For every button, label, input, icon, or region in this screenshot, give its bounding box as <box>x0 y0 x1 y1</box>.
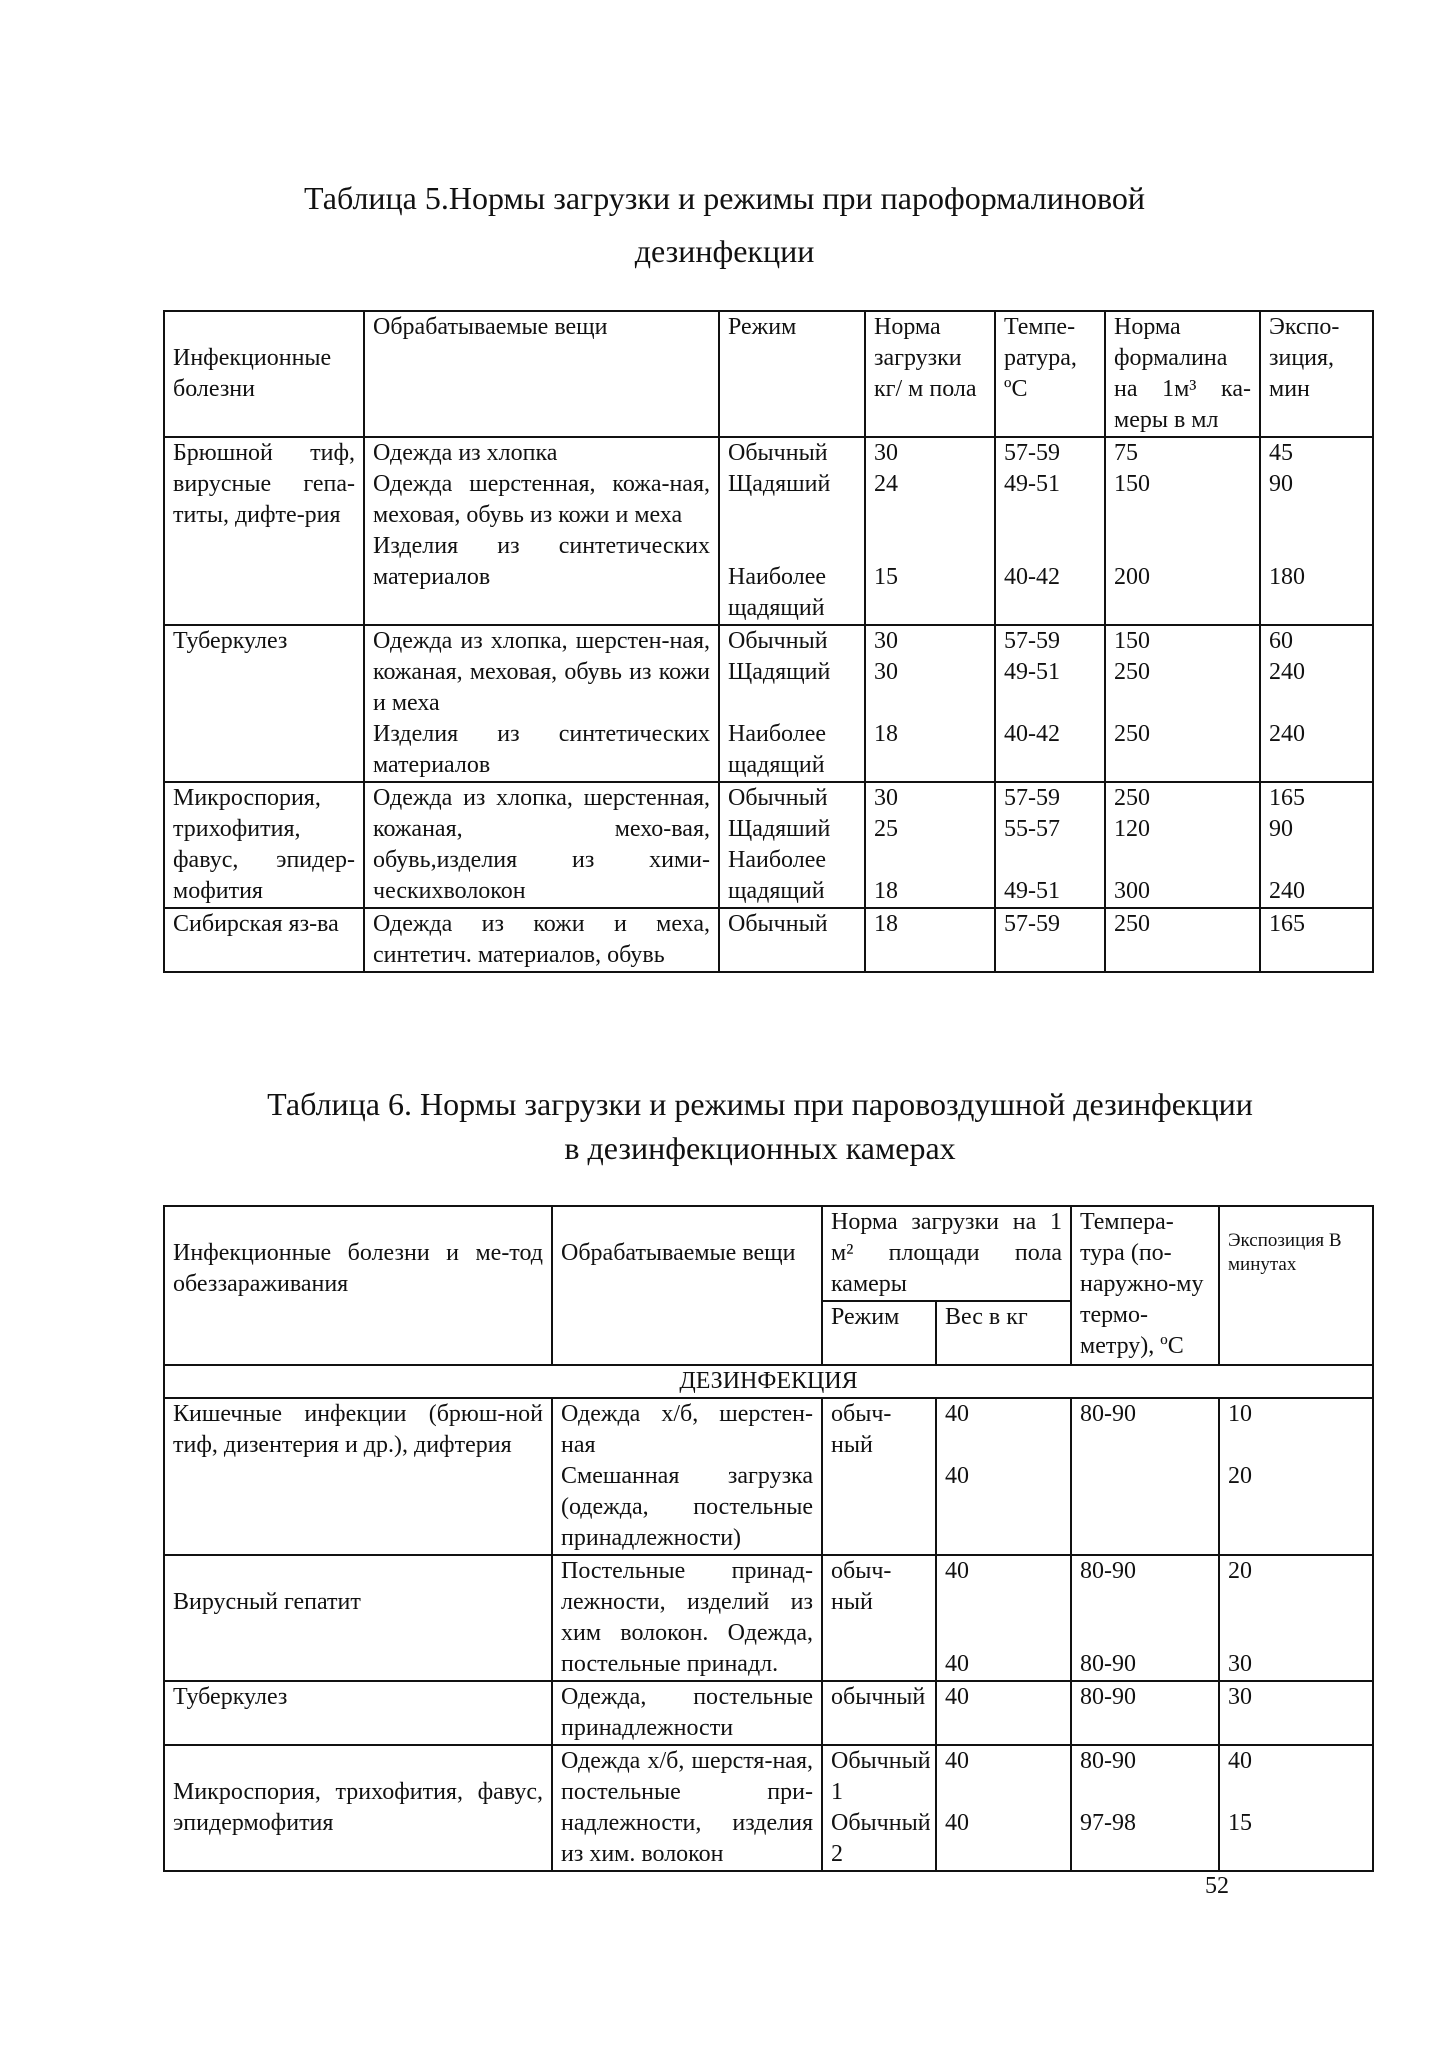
header-items: Обрабатываемые вещи <box>364 311 719 437</box>
header-exposure: Экспозиция В минутах <box>1219 1206 1373 1365</box>
disease-cell: Туберкулез <box>164 625 364 782</box>
exposure-cell: 10 20 <box>1219 1398 1373 1555</box>
temp-cell: 57-59 <box>995 908 1105 972</box>
temp-cell: 80-90 <box>1071 1681 1219 1745</box>
temp-cell: 57-59 55-57 49-51 <box>995 782 1105 908</box>
table-row <box>164 625 1373 782</box>
header-temp: Темпе-ратура, ºC <box>995 311 1105 437</box>
table5 <box>163 310 1374 973</box>
items-cell: Одежда, постельные принадлежности <box>552 1681 822 1745</box>
table5-title <box>0 172 1449 278</box>
items-cell: Одежда х/б, шерстя-ная, постельные при-надлежности, изделия из хим. волокон <box>552 1745 822 1871</box>
disease-cell: Сибирская яз-ва <box>164 908 364 972</box>
items-cell: Одежда из хлопка, шерстен-ная, кожаная, меховая, обувь из кожи и меха Изделия из синтетических материалов <box>364 625 719 782</box>
header-load-group: Норма загрузки на 1 м² площади пола камеры <box>822 1206 1071 1301</box>
temp-cell: 80-90 80-90 <box>1071 1555 1219 1681</box>
table6-title-line2: в дезинфекционных камерах <box>564 1130 956 1166</box>
table-row <box>164 782 1373 908</box>
temp-cell: 57-59 49-51 40-42 <box>995 437 1105 625</box>
table6 <box>163 1205 1374 1872</box>
items-cell: Постельные принад-лежности, изделий из хим волокон. Одежда, постельные принадл. <box>552 1555 822 1681</box>
disease-cell: Брюшной тиф, вирусные гепа-титы, дифте-рия <box>164 437 364 625</box>
load-cell: 30 25 18 <box>865 782 995 908</box>
items-cell: Одежда из кожи и меха, синтетич. материалов, обувь <box>364 908 719 972</box>
section-label: ДЕЗИНФЕКЦИЯ <box>164 1365 1373 1398</box>
formalin-cell: 250 120 300 <box>1105 782 1260 908</box>
exposure-cell: 40 15 <box>1219 1745 1373 1871</box>
header-exposure: Экспо-зиция, мин <box>1260 311 1373 437</box>
disease-cell: Микроспория, трихофития, фавус, эпидермофития <box>164 1745 552 1871</box>
table5-title-line1: Таблица 5.Нормы загрузки и режимы при пароформалиновой <box>304 180 1145 216</box>
mode-cell: Обычный Щадяший Наиболее щадящий <box>719 437 865 625</box>
weight-cell: 40 <box>936 1681 1071 1745</box>
mode-cell: Обычный Щадящий Наиболее щадящий <box>719 625 865 782</box>
load-cell: 18 <box>865 908 995 972</box>
items-cell: Одежда из хлопка Одежда шерстенная, кожа-ная, меховая, обувь из кожи и меха Изделия из синтетических материалов <box>364 437 719 625</box>
table5-title-line2: дезинфекции <box>634 233 815 269</box>
header-items: Обрабатываемые вещи <box>552 1206 822 1365</box>
page-number: 52 <box>1205 1873 1229 1899</box>
formalin-cell: 75 150 200 <box>1105 437 1260 625</box>
temp-cell: 80-90 97-98 <box>1071 1745 1219 1871</box>
header-mode: Режим <box>719 311 865 437</box>
table6-title-line1: Таблица 6. Нормы загрузки и режимы при паровоздушной дезинфекции <box>267 1086 1253 1122</box>
load-cell: 30 30 18 <box>865 625 995 782</box>
header-disease: Инфекционные болезни <box>164 311 364 437</box>
formalin-cell: 150 250 250 <box>1105 625 1260 782</box>
weight-cell: 40 40 <box>936 1555 1071 1681</box>
disease-cell: Вирусный гепатит <box>164 1555 552 1681</box>
mode-cell: Обычный Щадяший Наиболее щадящий <box>719 782 865 908</box>
table-row <box>164 437 1373 625</box>
temp-cell: 57-59 49-51 40-42 <box>995 625 1105 782</box>
header-formalin: Норма формалина на 1м³ ка-меры в мл <box>1105 311 1260 437</box>
formalin-cell: 250 <box>1105 908 1260 972</box>
disease-cell: Туберкулез <box>164 1681 552 1745</box>
header-disease: Инфекционные болезни и ме-тод обеззараживания <box>164 1206 552 1365</box>
load-cell: 30 24 15 <box>865 437 995 625</box>
exposure-cell: 60 240 240 <box>1260 625 1373 782</box>
weight-cell: 40 40 <box>936 1745 1071 1871</box>
mode-cell: обыч-ный <box>822 1398 936 1555</box>
exposure-cell: 30 <box>1219 1681 1373 1745</box>
header-load: Норма загрузки кг/ м пола <box>865 311 995 437</box>
temp-cell: 80-90 <box>1071 1398 1219 1555</box>
header-weight: Вес в кг <box>936 1301 1071 1365</box>
exposure-cell: 165 <box>1260 908 1373 972</box>
items-cell: Одежда из хлопка, шерстенная, кожаная, мехо-вая, обувь,изделия из хими-ческихволокон <box>364 782 719 908</box>
table6-header-row <box>164 1206 1373 1301</box>
mode-cell: обыч-ный <box>822 1555 936 1681</box>
table-row <box>164 1681 1373 1745</box>
exposure-cell: 20 30 <box>1219 1555 1373 1681</box>
table-row <box>164 1555 1373 1681</box>
weight-cell: 40 40 <box>936 1398 1071 1555</box>
mode-cell: Обычный 1 Обычный 2 <box>822 1745 936 1871</box>
table-row <box>164 1398 1373 1555</box>
exposure-cell: 45 90 180 <box>1260 437 1373 625</box>
exposure-cell: 165 90 240 <box>1260 782 1373 908</box>
section-row <box>164 1365 1373 1398</box>
table-row <box>164 1745 1373 1871</box>
disease-cell: Микроспория, трихофития, фавус, эпидер-мофития <box>164 782 364 908</box>
table6-title <box>160 1082 1360 1170</box>
table-row <box>164 908 1373 972</box>
mode-cell: Обычный <box>719 908 865 972</box>
items-cell: Одежда х/б, шерстен-ная Смешанная загрузка (одежда, постельные принадлежности) <box>552 1398 822 1555</box>
header-temp: Темпера-тура (по-наружно-му термо-метру), ºC <box>1071 1206 1219 1365</box>
header-mode: Режим <box>822 1301 936 1365</box>
mode-cell: обычный <box>822 1681 936 1745</box>
disease-cell: Кишечные инфекции (брюш-ной тиф, дизентерия и др.), дифтерия <box>164 1398 552 1555</box>
table5-header-row <box>164 311 1373 437</box>
